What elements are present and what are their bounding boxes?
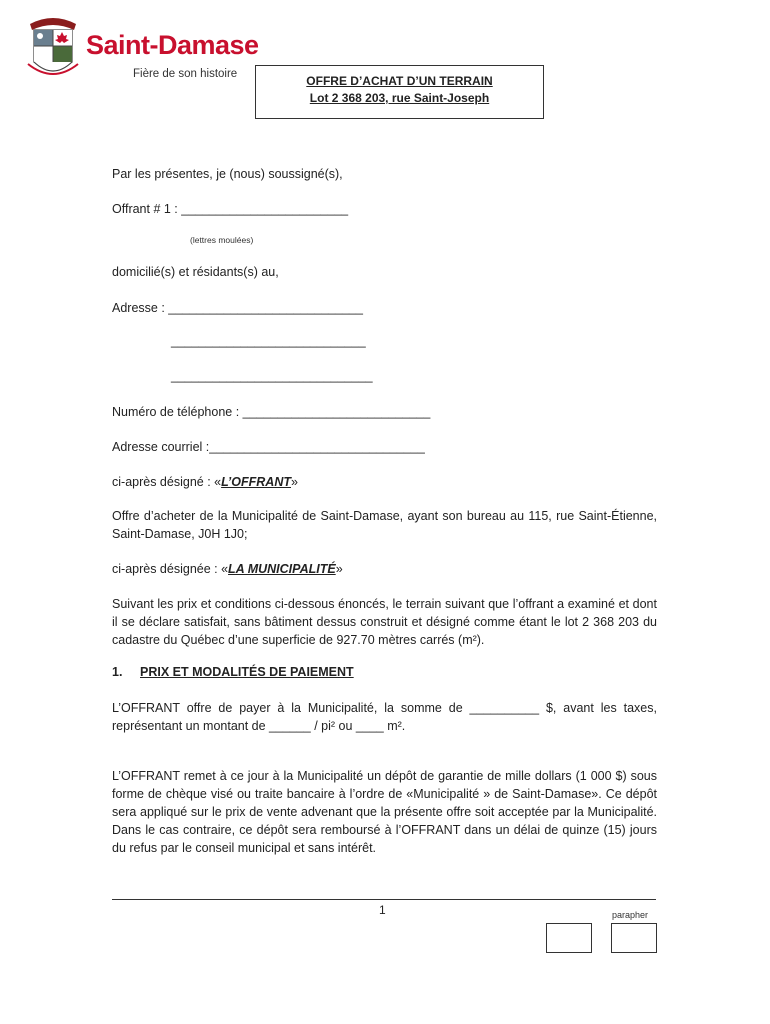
document-subtitle: Lot 2 368 203, rue Saint-Joseph [309, 91, 490, 105]
lettres-moulees-note: (lettres moulées) [190, 235, 254, 245]
initials-box-1[interactable] [546, 923, 592, 953]
depot-paragraph: L’OFFRANT remet à ce jour à la Municipalité un dépôt de garantie de mille dollars (1 000 $) sous forme de chèque visé ou traite bancaire à l’ordre de «Municipalité » de Saint-Damase». Ce dépôt sera appliqué sur le prix de vente advenant que la présente offre soit acceptée par la Municipalité. Dans le cas contraire, ce dépôt sera remboursé à l’OFFRANT dans un délai de quinze (15) jours du refus par le conseil municipal et sans intérêt. [112, 769, 657, 855]
offrant-designation: ci-après désigné : «L’OFFRANT» [112, 475, 298, 489]
section-heading: 1. PRIX ET MODALITÉS DE PAIEMENT [112, 665, 354, 679]
intro-text: Par les présentes, je (nous) soussigné(s), [112, 167, 343, 181]
adresse-line-2[interactable]: ____________________________ [171, 334, 366, 348]
paraph-label: parapher [612, 910, 649, 920]
telephone-field[interactable]: Numéro de téléphone : ___________________________ [112, 405, 431, 419]
footer-rule [112, 899, 656, 900]
page-number: 1 [379, 903, 386, 917]
brand-tagline: Fière de son histoire [133, 68, 238, 80]
adresse-line-3[interactable]: _____________________________ [171, 369, 373, 383]
initials-box-2[interactable] [611, 923, 657, 953]
offre-acheter-paragraph: Offre d’acheter de la Municipalité de Saint-Damase, ayant son bureau au 115, rue Saint-Étienne, Saint-Damase, J0H 1J0; [112, 509, 657, 541]
municipal-crest-logo [24, 14, 82, 82]
adresse-field[interactable]: Adresse : ____________________________ [112, 301, 363, 315]
municipalite-designation: ci-après désignée : «LA MUNICIPALITÉ» [112, 562, 343, 576]
paiement-paragraph: L’OFFRANT offre de payer à la Municipalité, la somme de __________ $, avant les taxes, représentant un montant de ______ / pi² ou ____ m². [112, 701, 657, 733]
document-title-box [255, 65, 544, 119]
brand-name: Saint-Damase [86, 30, 259, 60]
document-title: OFFRE D’ACHAT D’UN TERRAIN [306, 74, 493, 88]
offrant-field[interactable]: Offrant # 1 : ________________________ [112, 202, 349, 216]
courriel-field[interactable]: Adresse courriel :_______________________________ [112, 440, 425, 454]
prix-conditions-paragraph: Suivant les prix et conditions ci-dessous énoncés, le terrain suivant que l’offrant a examiné et dont il se déclare satisfait, sans bâtiment dessus construit et désigné comme étant le lot 2 368 203 du cadastre du Québec d’une superficie de 927.70 mètres carrés (m²). [112, 597, 657, 647]
domicile-text: domicilié(s) et résidants(s) au, [112, 265, 279, 279]
